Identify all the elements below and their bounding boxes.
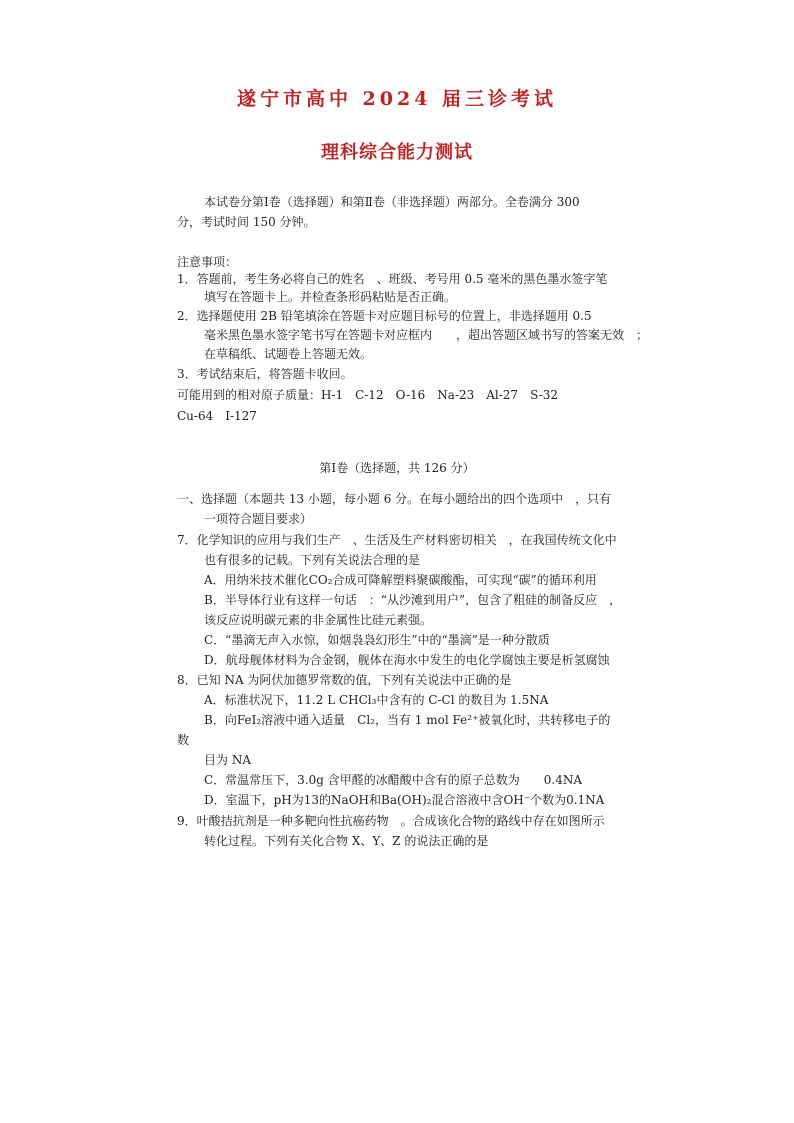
section-heading: 第Ⅰ卷（选择题，共 126 分） [319,461,475,475]
q8-option-d: D．室温下，pH为13的NaOH和Ba(OH)₂混合溶液中含OH⁻个数为0.1NA [204,793,605,807]
exam-subtitle: 理科综合能力测试 [321,142,473,163]
q7-option-c: C．“墨滴无声入水惊，如烟袅袅幻形生”中的“墨滴”是一种分散质 [204,633,550,647]
q8-option-b-wrap: 数 [177,733,190,747]
q8-stem: 8．已知 NA 为阿伏加德罗常数的值，下列有关说法中正确的是 [177,673,512,687]
q9-stem-line-2: 转化过程。下列有关化合物 X、Y、Z 的说法正确的是 [204,834,489,848]
intro-line-2: 分，考试时间 150 分钟。 [177,215,316,229]
q7-option-b-line-1: B．半导体行业有这样一句话 ：“从沙滩到用户”，包含了粗硅的制备反应 ， [204,593,622,607]
q8-option-b-line-2: 目为 NA [204,753,251,767]
section-instructions-line-1: 一、选择题（本题共 13 小题，每小题 6 分。在每小题给出的四个选项中 ，只有 [177,492,612,506]
note-3: 3．考试结束后，将答题卡收回。 [177,367,353,381]
q7-option-b-line-2: 该反应说明碳元素的非金属性比硅元素强。 [204,613,433,627]
atomic-masses-line-2: Cu-64 I-127 [177,409,257,423]
q8-option-c: C．常温常压下，3.0g 含甲醛的冰醋酸中含有的原子总数为 0.4NA [204,773,583,787]
note-1-line-1: 1．答题前，考生务必将自己的姓名 、班级、考号用 0.5 毫米的黑色墨水签字笔 [177,272,608,286]
q7-option-a: A．用纳米技术催化CO₂合成可降解塑料聚碳酸酯，可实现“碳”的循环利用 [204,573,597,587]
note-2-line-2: 毫米黑色墨水签字笔书写在答题卡对应框内 ，超出答题区域书写的答案无效 ； [204,328,649,342]
q7-option-d: D．航母舰体材料为合金钢，舰体在海水中发生的电化学腐蚀主要是析氢腐蚀 [204,653,610,667]
note-2-line-3: 在草稿纸、试题卷上答题无效。 [204,347,373,361]
q7-stem-line-1: 7．化学知识的应用与我们生产 、生活及生产材料密切相关 ，在我国传统文化中 [177,533,617,547]
note-1-line-2: 填写在答题卡上。并检查条形码粘贴是否正确。 [204,290,457,304]
notes-heading: 注意事项： [177,255,238,269]
atomic-masses-line-1: 可能用到的相对原子质量：H-1 C-12 O-16 Na-23 Al-27 S-32 [177,388,559,402]
intro-line-1: 本试卷分第Ⅰ卷（选择题）和第Ⅱ卷（非选择题）两部分。全卷满分 300 [204,195,580,209]
q8-option-a: A．标准状况下，11.2 L CHCl₃中含有的 C-Cl 的数目为 1.5NA [204,693,549,707]
section-instructions-line-2: 一项符合题目要求） [204,512,313,526]
q7-stem-line-2: 也有很多的记载。下列有关说法合理的是 [204,553,421,567]
exam-title: 遂宁市高中 2024 届三诊考试 [236,88,558,110]
q8-option-b-line-1: B．向FeI₂溶液中通入适量 Cl₂，当有 1 mol Fe²⁺被氧化时，共转移电子的 [204,713,611,727]
q9-stem-line-1: 9．叶酸拮抗剂是一种多靶向性抗癌药物 。合成该化合物的路线中存在如图所示 [177,814,605,828]
note-2-line-1: 2．选择题使用 2B 铅笔填涂在答题卡对应题目标号的位置上，非选择题用 0.5 [177,309,592,323]
